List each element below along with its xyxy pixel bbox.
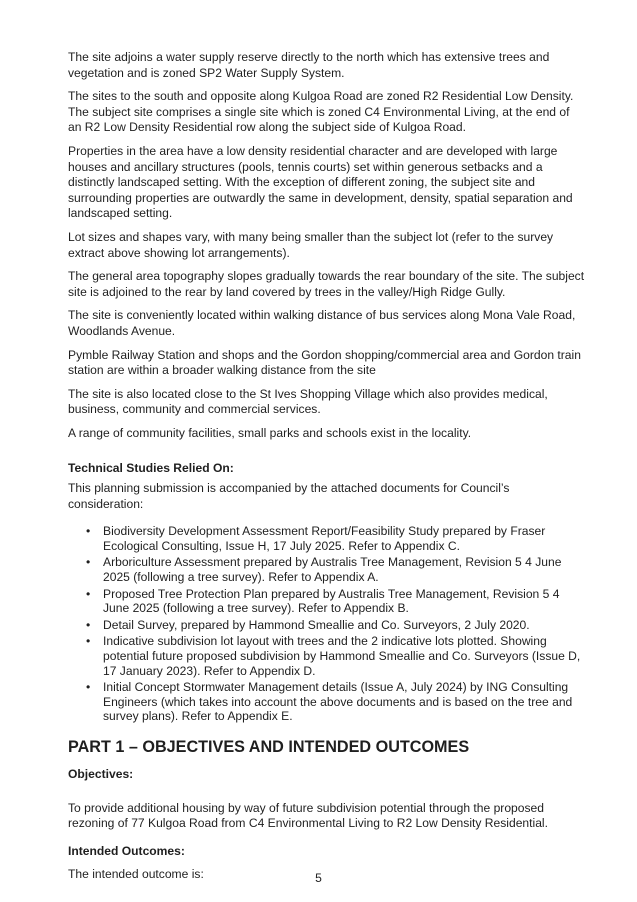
objectives-text: To provide additional housing by way of future subdivision potential through the proposed rezoning of 77 Kulgoa Road from C4 Environmental Living to R2 Low Density Residential. — [68, 800, 548, 831]
list-item: • Initial Concept Stormwater Management details (Issue A, July 2024) by ING Consulting Engineers (which takes into account the above documents and is based on the tree and survey plans). Refer to Appendix E. — [86, 680, 573, 724]
page-number: 5 — [315, 871, 322, 885]
bullet-icon: • — [86, 586, 91, 601]
bullet-icon: • — [86, 634, 91, 649]
list-item: • Biodiversity Development Assessment Report/Feasibility Study prepared by Fraser Ecological Consulting, Issue H, 17 July 2025. Refer to Appendix C. — [86, 524, 546, 553]
technical-studies-list — [68, 524, 586, 724]
list-item: • Proposed Tree Protection Plan prepared by Australis Tree Management, Revision 5 4 June 2025 (following a tree survey). Refer to Appendix B. — [86, 586, 560, 616]
list-item: • Arboriculture Assessment prepared by Australis Tree Management, Revision 5 4 June 2025 (following a tree survey). Refer to Appendix A. — [86, 555, 562, 585]
paragraph: The sites to the south and opposite along Kulgoa Road are zoned R2 Residential Low Density. The subject site comprises a single site which is zoned C4 Environmental Living, at the end of an R2 Low Density Residential row along the subject side of Kulgoa Road. — [68, 89, 574, 135]
paragraph: The site is conveniently located within walking distance of bus services along Mona Vale Road, Woodlands Avenue. — [68, 308, 576, 338]
paragraph: A range of community facilities, small parks and schools exist in the locality. — [68, 425, 472, 440]
part1-heading: PART 1 – OBJECTIVES AND INTENDED OUTCOMES — [68, 737, 470, 756]
bullet-icon: • — [86, 524, 91, 539]
list-item: • Detail Survey, prepared by Hammond Smeallie and Co. Surveyors, 2 July 2020. — [86, 617, 530, 632]
paragraph: The site adjoins a water supply reserve directly to the north which has extensive trees and vegetation and is zoned SP2 Water Supply System. — [68, 50, 550, 80]
paragraph: Pymble Railway Station and shops and the Gordon shopping/commercial area and Gordon train station are within a broader walking distance from the site — [68, 347, 581, 378]
intended-outcomes-heading: Intended Outcomes: — [68, 843, 185, 858]
paragraph: Lot sizes and shapes vary, with many being smaller than the subject lot (refer to the survey extract above showing lot arrangements). — [68, 229, 554, 260]
paragraph: The site is also located close to the St Ives Shopping Village which also provides medical, business, community and commercial services. — [68, 386, 548, 417]
bullet-icon: • — [86, 617, 91, 632]
objectives-heading: Objectives: — [68, 766, 134, 781]
technical-studies-intro: This planning submission is accompanied by the attached documents for Council’s consideration: — [68, 481, 510, 511]
paragraph: Properties in the area have a low density residential character and are developed with large houses and ancillary structures (pools, tennis courts) set within generous setbacks and a distinctly landscaped setting. With the exception of different zoning, the subject site and surrounding properties are outwardly the same in development, density, spatial separation and landscaped setting. — [68, 143, 573, 221]
technical-studies-heading: Technical Studies Relied On: — [68, 461, 234, 476]
paragraph: The general area topography slopes gradually towards the rear boundary of the site. The subject site is adjoined to the rear by land covered by trees in the valley/High Ridge Gully. — [68, 269, 585, 299]
list-item: • Indicative subdivision lot layout with trees and the 2 indicative lots plotted. Showing potential future proposed subdivision by Hammond Smeallie and Co. Surveyors (Issue D, 17 January 2023). Refer to Appendix D. — [86, 634, 581, 678]
bullet-icon: • — [86, 680, 91, 695]
intended-outcomes-text: The intended outcome is: — [68, 867, 204, 882]
document-page — [68, 50, 586, 891]
bullet-icon: • — [86, 555, 91, 570]
